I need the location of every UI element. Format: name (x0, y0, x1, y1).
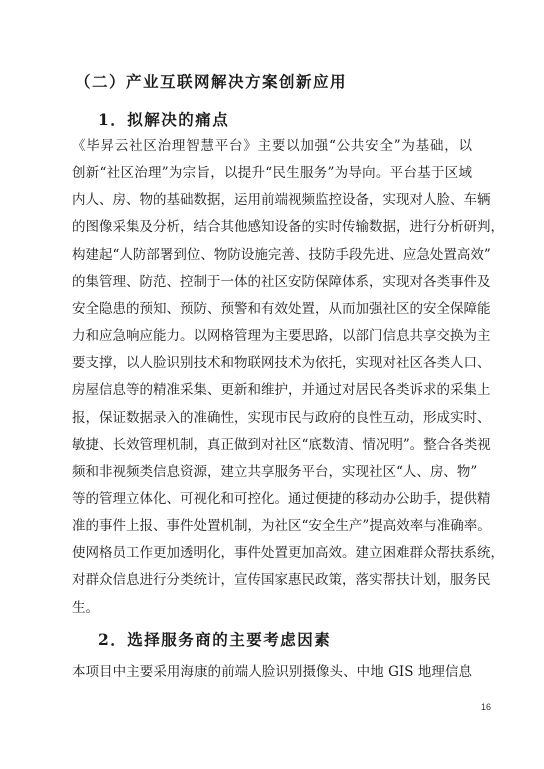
paragraph-line: 《毕昇云社区治理智慧平台》主要以加强“公共安全”为基础，以 (72, 138, 472, 154)
paragraph-line: 的图像采集及分析，结合其他感知设备的实时传输数据，进行分析研判， (72, 219, 504, 236)
paragraph-line: 创新“社区治理”为宗旨，以提升“民生服务”为导向。平台基于区域 (72, 165, 472, 182)
paragraph-line: 报，保证数据录入的准确性，实现市民与政府的良性互动，形成实时、 (72, 409, 491, 426)
paragraph-line: 构建起“人防部署到位、物防设施完善、技防手段先进、应急处置高效” (72, 246, 491, 263)
paragraph-line: 准的事件上报、事件处置机制，为社区“安全生产”提高效率与准确率。 (72, 518, 491, 535)
paragraph-line: 房屋信息等的精准采集、更新和维护，并通过对居民各类诉求的采集上 (72, 382, 491, 399)
paragraph-line: 频和非视频类信息资源，建立共享服务平台，实现社区“人、房、物” (72, 463, 478, 480)
paragraph-line: 敏捷、长效管理机制，真正做到对社区“底数清、情况明”。整合各类视 (72, 436, 491, 453)
paragraph-line: 力和应急响应能力。以网格管理为主要思路，以部门信息共享交换为主 (72, 328, 491, 345)
subheading-pain-points: 1．拟解决的痛点 (98, 110, 230, 129)
paragraph-line: 本项目中主要采用海康的前端人脸识别摄像头、中地 GIS 地理信息 (72, 664, 472, 680)
paragraph-line: 内人、房、物的基础数据，运用前端视频监控设备，实现对人脸、车辆 (72, 192, 491, 209)
paragraph-line: 的集管理、防范、控制于一体的社区安防保障体系，实现对各类事件及 (72, 273, 491, 290)
page-number: 16 (481, 702, 492, 712)
paragraph-line: 安全隐患的预知、预防、预警和有效处置，从而加强社区的安全保障能 (72, 300, 491, 317)
paragraph-line: 要支撑，以人脸识别技术和物联网技术为依托，实现对社区各类人口、 (72, 355, 491, 372)
paragraph-line: 对群众信息进行分类统计，宣传国家惠民政策，落实帮扶计划，服务民 (72, 572, 491, 589)
subheading-vendor-selection: 2．选择服务商的主要考虑因素 (98, 630, 332, 649)
section-heading: （二）产业互联网解决方案创新应用 (75, 72, 348, 91)
paragraph-line: 生。 (72, 599, 99, 616)
paragraph-line: 使网格员工作更加透明化，事件处置更加高效。建立困难群众帮扶系统， (72, 545, 504, 562)
paragraph-line: 等的管理立体化、可视化和可控化。通过便捷的移动办公助手，提供精 (72, 490, 491, 507)
